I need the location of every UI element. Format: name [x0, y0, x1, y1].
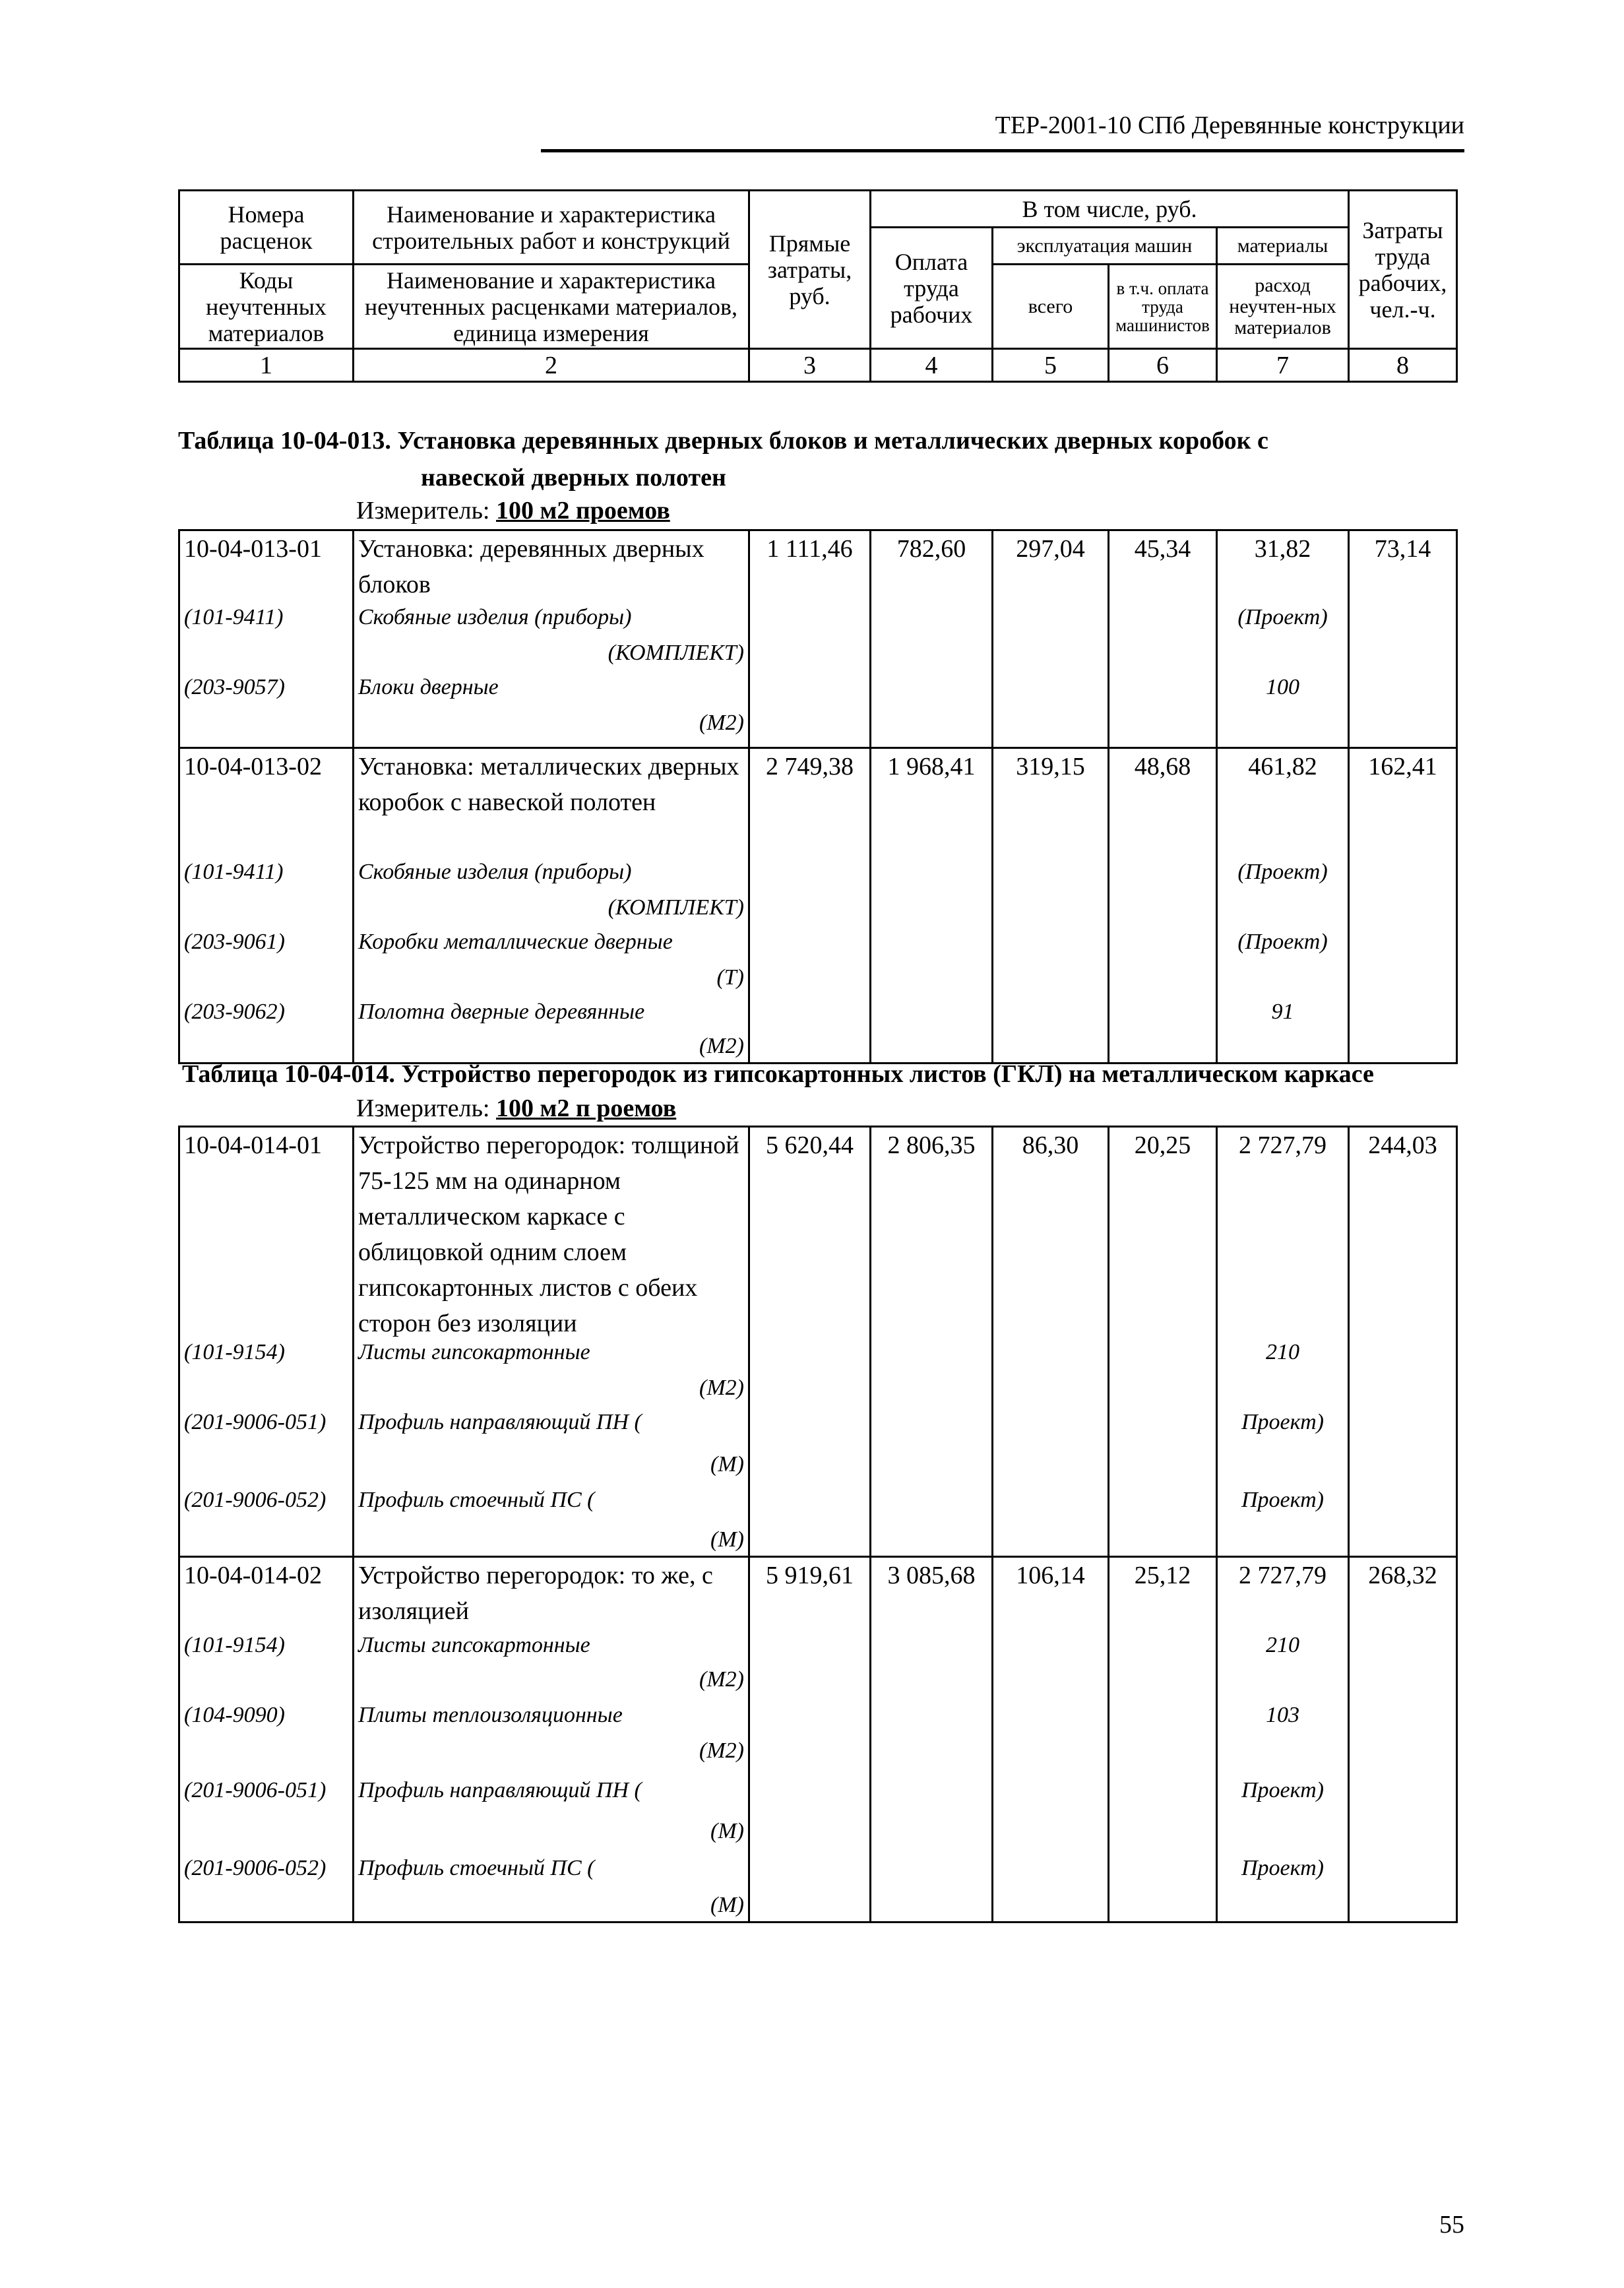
measure-value: 100 м2 п роемов: [496, 1095, 677, 1122]
materials-cell: [1217, 1127, 1349, 1557]
rates-table-10-04-014: [178, 1126, 1458, 1923]
material-unit: (М2): [699, 711, 744, 735]
code-cell: [179, 1557, 354, 1923]
operators-cell: [1109, 1557, 1217, 1923]
material-qty: 210: [1266, 1340, 1299, 1364]
rate-code: 10-04-013-02: [184, 753, 322, 780]
material-name: Листы гипсокартонные: [358, 1633, 590, 1657]
column-number: 7: [1217, 349, 1349, 382]
direct-cost-cell: [749, 530, 871, 748]
header-wage: Оплата труда рабочих: [871, 228, 993, 349]
measure-line: [356, 1094, 950, 1123]
material-qty: 100: [1266, 675, 1299, 699]
material-name: Блоки дверные: [358, 675, 499, 699]
header-rule: [541, 149, 1464, 152]
wage-value: 1 968,41: [887, 753, 976, 780]
material-unit: (М): [710, 1893, 744, 1917]
machines-cell: [993, 1127, 1109, 1557]
material-name: Профиль стоечный ПС (: [358, 1488, 595, 1512]
material-unit: (КОМПЛЕКТ): [608, 641, 744, 665]
rate-name: Устройство перегородок: толщиной 75-125 мм на одинарном металлическом каркасе с облицовкой одним слоем гипсокартонных листов с обеих сторон без изоляции: [358, 1131, 739, 1337]
materials-value: 2 727,79: [1239, 1562, 1327, 1589]
machines-value: 297,04: [1016, 535, 1085, 563]
material-unit: (М2): [699, 1667, 744, 1692]
material-qty: Проект): [1241, 1488, 1324, 1512]
material-name: Профиль направляющий ПН (: [358, 1778, 642, 1802]
material-unit: (Т): [716, 965, 744, 990]
material-code: (201-9006-051): [184, 1410, 327, 1434]
rate-code: 10-04-013-01: [184, 535, 322, 563]
machines-cell: [993, 1557, 1109, 1923]
direct-cost: 2 749,38: [766, 753, 854, 780]
material-code: (101-9411): [184, 860, 284, 884]
operators-cell: [1109, 748, 1217, 1064]
name-cell: [354, 748, 749, 1064]
material-qty: Проект): [1241, 1778, 1324, 1802]
material-unit: (М2): [699, 1376, 744, 1400]
materials-value: 2 727,79: [1239, 1131, 1327, 1159]
rate-name: Установка: деревянных дверных блоков: [358, 535, 704, 598]
header-unaccounted-codes: Коды неучтенных материалов: [179, 265, 354, 349]
machines-cell: [993, 748, 1109, 1064]
column-number: 3: [749, 349, 871, 382]
rate-code: 10-04-014-01: [184, 1131, 322, 1159]
material-name: Полотна дверные деревянные: [358, 1000, 645, 1024]
material-qty: (Проект): [1237, 930, 1328, 954]
material-unit: (М): [710, 1527, 744, 1552]
wage-cell: [871, 1127, 993, 1557]
machines-value: 106,14: [1016, 1562, 1085, 1589]
materials-value: 31,82: [1254, 535, 1311, 563]
header-including: В том числе, руб.: [871, 191, 1349, 228]
material-code: (201-9006-051): [184, 1778, 327, 1802]
machines-value: 319,15: [1016, 753, 1085, 780]
header-work-name: Наименование и характеристика строительных работ и конструкций: [354, 191, 749, 265]
column-number: 5: [993, 349, 1109, 382]
material-qty: Проект): [1241, 1410, 1324, 1434]
table-row: [179, 748, 1457, 1064]
code-cell: [179, 1127, 354, 1557]
column-number: 6: [1109, 349, 1217, 382]
rates-table-10-04-013: [178, 529, 1458, 1064]
material-name: Профиль направляющий ПН (: [358, 1410, 642, 1434]
header-labor-costs: Затраты труда рабочих, чел.-ч.: [1349, 191, 1457, 349]
table-row: [179, 1557, 1457, 1923]
operators-value: 20,25: [1134, 1131, 1191, 1159]
labor-cell: [1349, 1127, 1457, 1557]
operators-value: 48,68: [1134, 753, 1191, 780]
measure-label: Измеритель:: [356, 1095, 490, 1122]
direct-cost-cell: [749, 1557, 871, 1923]
code-cell: [179, 530, 354, 748]
material-unit: (М2): [699, 1034, 744, 1058]
material-qty: 103: [1266, 1703, 1299, 1727]
running-header: ТЕР-2001-10 СПб Деревянные конструкции: [995, 111, 1464, 139]
material-unit: (М2): [699, 1738, 744, 1763]
table-title: Таблица 10-04-014. Устройство перегородок из гипсокартонных листов (ГКЛ) на металлическом каркасе: [182, 1060, 1374, 1088]
material-name: Скобяные изделия (приборы): [358, 860, 632, 884]
direct-cost: 5 620,44: [766, 1131, 854, 1159]
column-number: 8: [1349, 349, 1457, 382]
material-name: Коробки металлические дверные: [358, 930, 673, 954]
material-code: (104-9090): [184, 1703, 285, 1727]
material-unit: (М): [710, 1819, 744, 1843]
material-name: Плиты теплоизоляционные: [358, 1703, 623, 1727]
labor-cell: [1349, 748, 1457, 1064]
operators-cell: [1109, 530, 1217, 748]
measure-line: [356, 496, 950, 525]
direct-cost: 1 111,46: [766, 535, 853, 563]
labor-value: 162,41: [1368, 753, 1437, 780]
page-number: 55: [1439, 2211, 1464, 2239]
material-code: (203-9061): [184, 930, 285, 954]
measure-label: Измеритель:: [356, 497, 490, 524]
table-row: [179, 530, 1457, 748]
table-title: Таблица 10-04-013. Установка деревянных дверных блоков и металлических дверных коробок с: [178, 427, 1268, 455]
wage-cell: [871, 530, 993, 748]
column-header-table: [178, 189, 1458, 383]
measure-value: 100 м2 проемов: [496, 497, 670, 524]
materials-value: 461,82: [1248, 753, 1317, 780]
header-unaccounted-consumption: расход неучтен-ных материалов: [1217, 265, 1349, 349]
direct-cost: 5 919,61: [766, 1562, 854, 1589]
material-code: (203-9062): [184, 1000, 285, 1024]
labor-value: 244,03: [1368, 1131, 1437, 1159]
material-code: (201-9006-052): [184, 1856, 327, 1880]
code-cell: [179, 748, 354, 1064]
operators-value: 25,12: [1134, 1562, 1191, 1589]
material-code: (203-9057): [184, 675, 285, 699]
material-qty: (Проект): [1237, 860, 1328, 884]
header-direct-costs: Прямые затраты, руб.: [749, 191, 871, 349]
rate-code: 10-04-014-02: [184, 1562, 322, 1589]
name-cell: [354, 1127, 749, 1557]
material-qty: 210: [1266, 1633, 1299, 1657]
wage-cell: [871, 1557, 993, 1923]
material-code: (101-9154): [184, 1633, 285, 1657]
header-machines: эксплуатация машин: [993, 228, 1217, 265]
rate-name: Устройство перегородок: то же, с изоляцией: [358, 1562, 713, 1625]
material-name: Профиль стоечный ПС (: [358, 1856, 595, 1880]
direct-cost-cell: [749, 748, 871, 1064]
header-rate-numbers: Номера расценок: [179, 191, 354, 265]
column-number: 4: [871, 349, 993, 382]
table-row: [179, 1127, 1457, 1557]
labor-value: 268,32: [1368, 1562, 1437, 1589]
name-cell: [354, 530, 749, 748]
material-qty: 91: [1271, 1000, 1294, 1024]
column-number: 1: [179, 349, 354, 382]
material-qty: (Проект): [1237, 605, 1328, 629]
machines-value: 86,30: [1022, 1131, 1079, 1159]
material-code: (101-9154): [184, 1340, 285, 1364]
labor-cell: [1349, 1557, 1457, 1923]
materials-cell: [1217, 748, 1349, 1064]
direct-cost-cell: [749, 1127, 871, 1557]
wage-value: 782,60: [896, 535, 966, 563]
labor-cell: [1349, 530, 1457, 748]
machines-cell: [993, 530, 1109, 748]
materials-cell: [1217, 530, 1349, 748]
operators-cell: [1109, 1127, 1217, 1557]
materials-cell: [1217, 1557, 1349, 1923]
operators-value: 45,34: [1134, 535, 1191, 563]
header-operators-wage: в т.ч. оплата труда машинистов: [1109, 265, 1217, 349]
header-unaccounted-names: Наименование и характеристика неучтенных расценками материалов, единица измерения: [354, 265, 749, 349]
rate-name: Установка: металлических дверных коробок с навеской полотен: [358, 753, 739, 816]
table-title-continued: навеской дверных полотен: [421, 464, 726, 492]
header-machines-total: всего: [993, 265, 1109, 349]
header-materials: материалы: [1217, 228, 1349, 265]
material-code: (101-9411): [184, 605, 284, 629]
column-number: 2: [354, 349, 749, 382]
material-unit: (М): [710, 1452, 744, 1477]
name-cell: [354, 1557, 749, 1923]
material-name: Листы гипсокартонные: [358, 1340, 590, 1364]
material-qty: Проект): [1241, 1856, 1324, 1880]
wage-value: 2 806,35: [887, 1131, 976, 1159]
material-code: (201-9006-052): [184, 1488, 327, 1512]
wage-value: 3 085,68: [887, 1562, 976, 1589]
wage-cell: [871, 748, 993, 1064]
labor-value: 73,14: [1374, 535, 1431, 563]
material-name: Скобяные изделия (приборы): [358, 605, 632, 629]
material-unit: (КОМПЛЕКТ): [608, 895, 744, 920]
